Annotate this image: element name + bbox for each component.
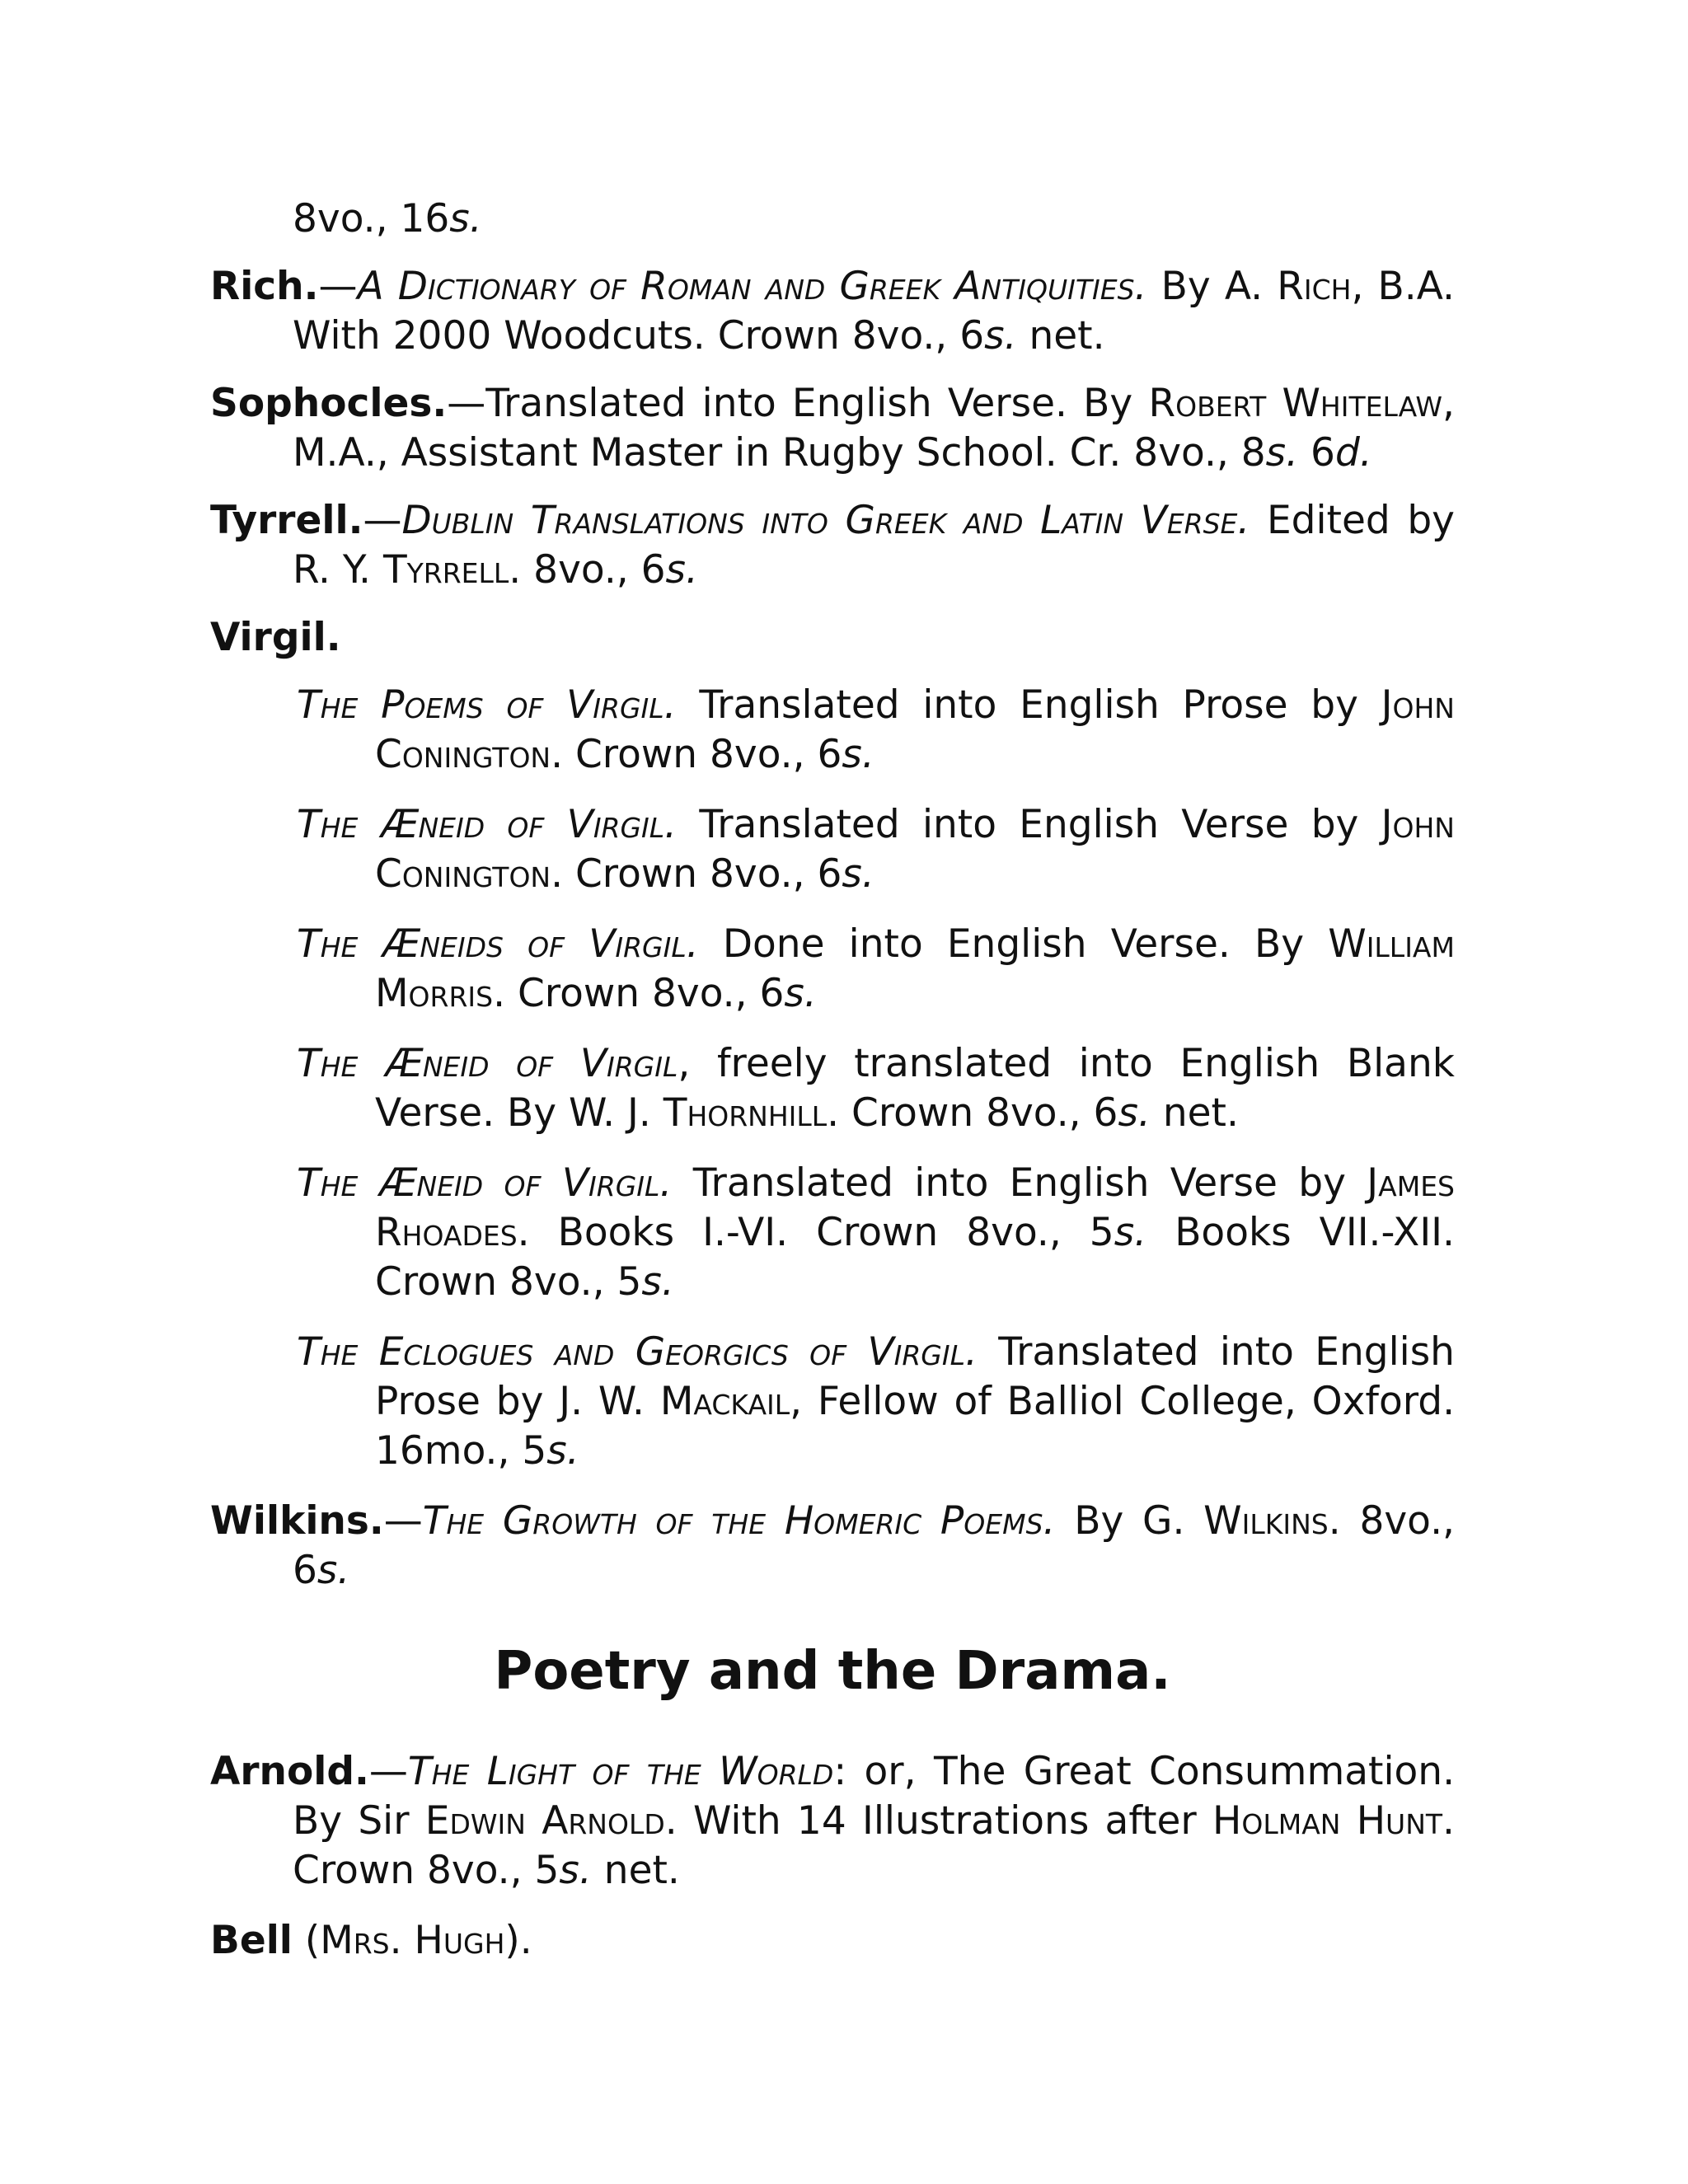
person-name: Edwin Arnold — [424, 1798, 665, 1844]
person-name: Mrs. Hugh — [320, 1918, 505, 1963]
author-name: Arnold. — [210, 1749, 369, 1794]
entry-rich: Rich.—A Dictionary of Roman and Greek Antiquities. By A. Rich, B.A. With 2000 Woodcuts. Crown 8vo., 6s. net. — [210, 264, 1455, 359]
book-title: The Æneid of Virgil. — [297, 802, 678, 847]
book-title: Dublin Translations into Greek and Latin Verse. — [401, 498, 1250, 543]
book-title: The Æneid of Virgil. — [297, 1160, 673, 1206]
person-name: John Conington — [375, 682, 1455, 777]
entry-arnold: Arnold.—The Light of the World: or, The Great Consummation. By Sir Edwin Arnold. With 14 Illustrations after Holman Hunt. Crown 8vo., 5s. net. — [210, 1749, 1456, 1893]
virgil-item: The Æneids of Virgil. Done into English Verse. By William Morris. Crown 8vo., 6s. — [297, 921, 1455, 1016]
person-name: Thornhill — [663, 1090, 828, 1136]
person-name: Holman Hunt — [1212, 1798, 1443, 1844]
person-name: William Morris — [375, 921, 1455, 1016]
entry-bell: Bell (Mrs. Hugh). — [210, 1918, 532, 1963]
entry-virgil — [210, 613, 1455, 663]
author-name: Wilkins. — [210, 1498, 384, 1544]
virgil-item: The Æneid of Virgil. Translated into English Verse by James Rhoades. Books I.-VI. Crown 8vo., 5s. Books VII.-XII. Crown 8vo., 5s. — [297, 1160, 1455, 1305]
author-name: Tyrrell. — [210, 498, 363, 543]
virgil-item: The Eclogues and Georgics of Virgil. Translated into English Prose by J. W. Mackail, Fellow of Balliol College, Oxford. 16mo., 5s. — [297, 1329, 1456, 1474]
author-name: Virgil. — [210, 615, 341, 660]
virgil-item: The Æneid of Virgil. Translated into English Verse by John Conington. Crown 8vo., 6s. — [297, 802, 1455, 897]
author-name: Sophocles. — [210, 381, 448, 426]
entry-wilkins: Wilkins.—The Growth of the Homeric Poems. By G. Wilkins. 8vo., 6s. — [210, 1498, 1455, 1593]
author-name: Bell — [210, 1918, 293, 1963]
book-title: The Poems of Virgil. — [297, 682, 677, 728]
virgil-item: The Æneid of Virgil, freely translated into English Blank Verse. By W. J. Thornhill. Crown 8vo., 6s. net. — [297, 1041, 1455, 1136]
book-title: A Dictionary of Roman and Greek Antiquities. — [357, 264, 1147, 309]
section-heading: Poetry and the Drama. — [494, 1641, 1171, 1702]
book-title: The Light of the World — [407, 1749, 834, 1794]
book-title: The Æneid of Virgil — [297, 1041, 678, 1086]
entry-sophocles: Sophocles.—Translated into English Verse. By Robert Whitelaw, M.A., Assistant Master in Rugby School. Cr. 8vo., 8s. 6d. — [210, 381, 1455, 476]
catalogue-page — [210, 194, 1455, 1966]
author-name: Rich. — [210, 264, 319, 309]
entry-continuation: 8vo., 16s. — [293, 196, 482, 241]
book-title: The Eclogues and Georgics of Virgil. — [297, 1329, 978, 1375]
person-name: James Rhoades — [375, 1160, 1455, 1255]
book-title: The Growth of the Homeric Poems. — [422, 1498, 1056, 1544]
person-name: Wilkins — [1203, 1498, 1329, 1544]
book-title: The Æneids of Virgil. — [297, 921, 699, 967]
person-name: John Conington — [375, 802, 1455, 897]
person-name: Robert Whitelaw — [1148, 381, 1443, 426]
entry-tyrrell: Tyrrell.—Dublin Translations into Greek and Latin Verse. Edited by R. Y. Tyrrell. 8vo., 6s. — [210, 498, 1455, 593]
person-name: Tyrrell — [382, 547, 509, 593]
virgil-item: The Poems of Virgil. Translated into English Prose by John Conington. Crown 8vo., 6s. — [297, 682, 1455, 777]
person-name: Mackail — [659, 1379, 790, 1424]
person-name: Rich — [1277, 264, 1352, 309]
